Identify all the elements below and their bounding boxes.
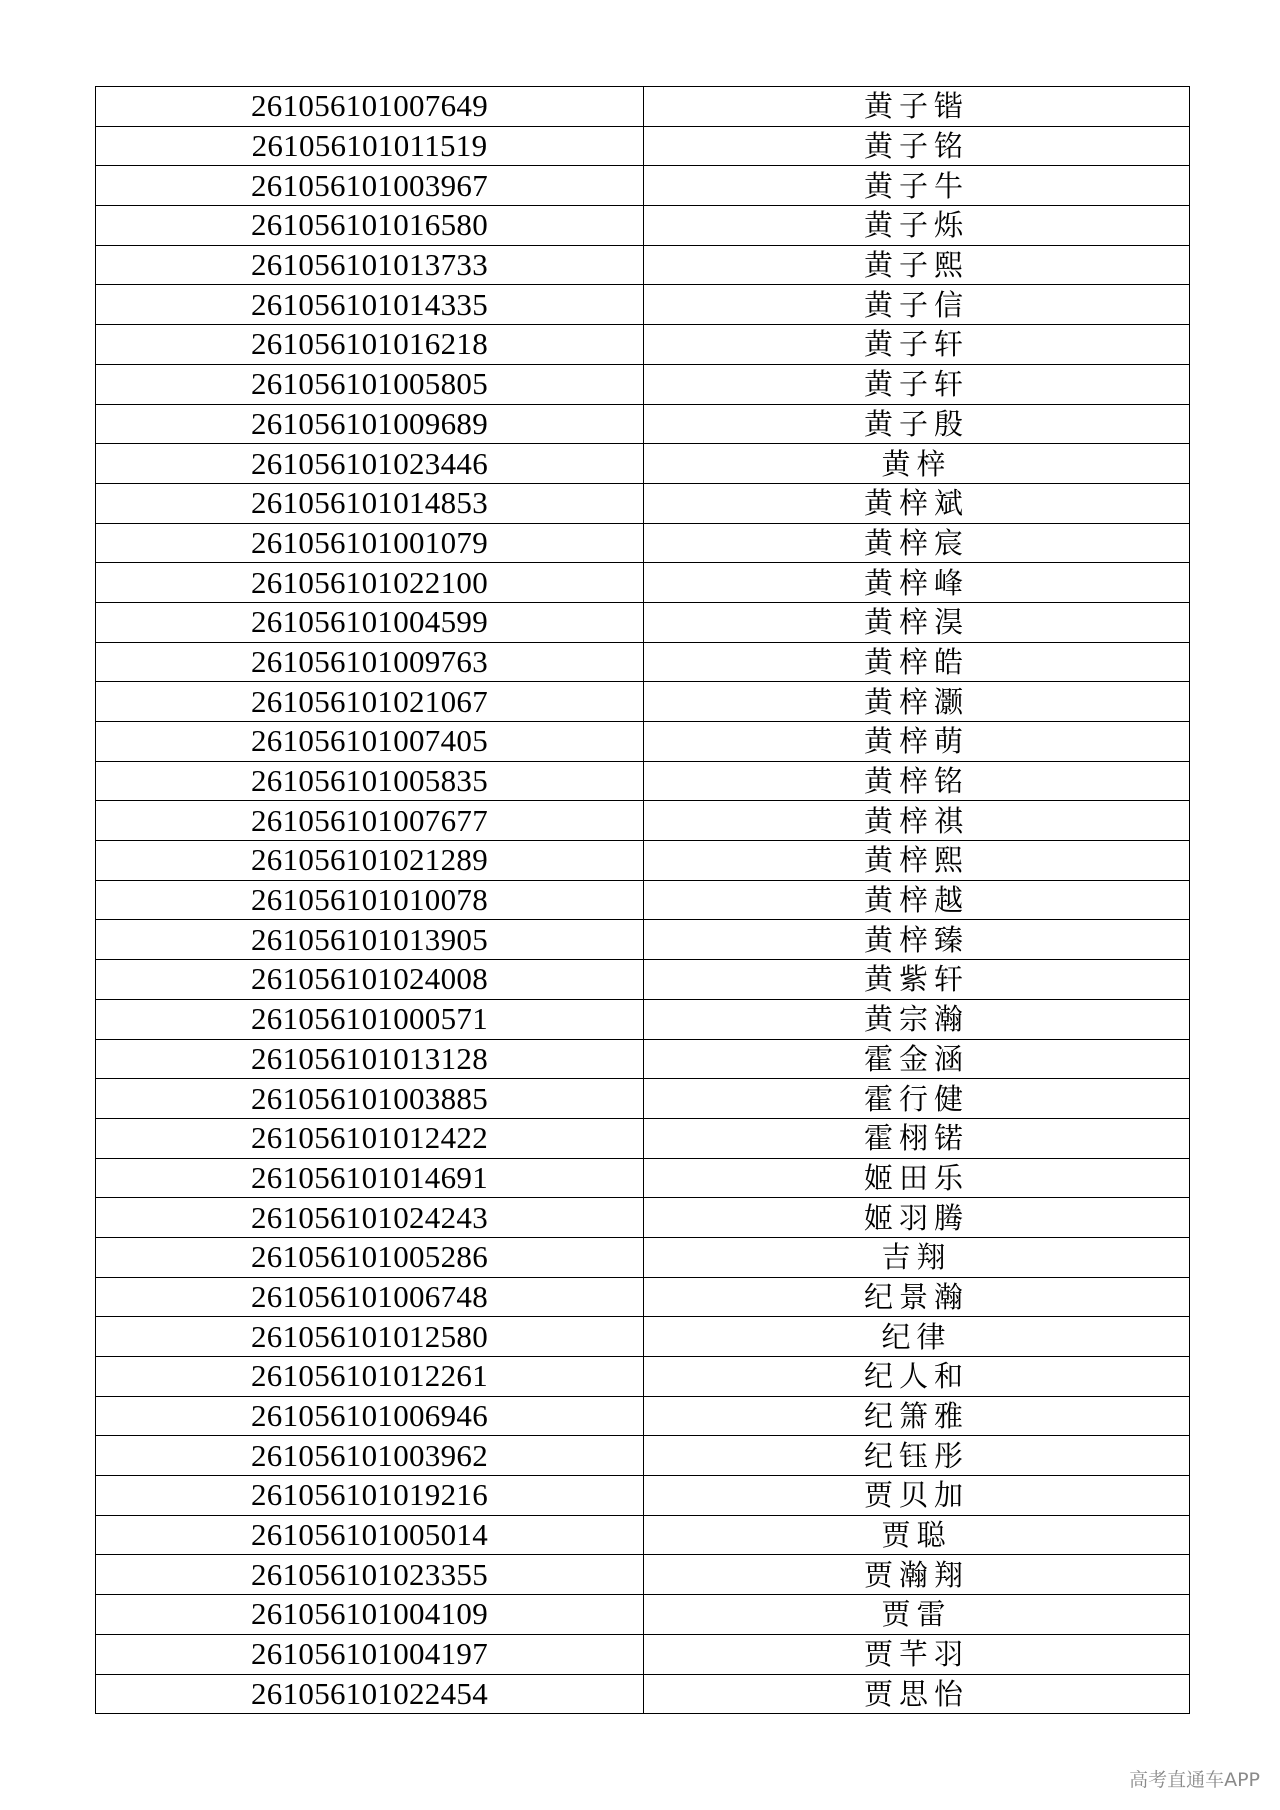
table-row <box>96 166 1190 206</box>
candidate-name-cell: 贾思怡 <box>644 1674 1190 1714</box>
candidate-id-cell: 261056101004109 <box>96 1595 644 1635</box>
candidate-id-cell: 261056101005286 <box>96 1237 644 1277</box>
table-row <box>96 880 1190 920</box>
candidate-id-cell: 261056101013733 <box>96 245 644 285</box>
candidate-id-cell: 261056101003962 <box>96 1436 644 1476</box>
table-row <box>96 285 1190 325</box>
candidate-id-cell: 261056101016218 <box>96 325 644 365</box>
candidate-id-cell: 261056101013128 <box>96 1039 644 1079</box>
candidate-name-cell: 贾聪 <box>644 1515 1190 1555</box>
candidate-id-cell: 261056101014335 <box>96 285 644 325</box>
candidate-id-cell: 261056101005835 <box>96 761 644 801</box>
table-row <box>96 206 1190 246</box>
table-row <box>96 523 1190 563</box>
candidate-id-cell: 261056101019216 <box>96 1476 644 1516</box>
table-row <box>96 960 1190 1000</box>
candidate-id-cell: 261056101012261 <box>96 1357 644 1397</box>
candidate-id-cell: 261056101023355 <box>96 1555 644 1595</box>
candidate-name-cell: 黄梓铭 <box>644 761 1190 801</box>
candidate-name-cell: 姬田乐 <box>644 1158 1190 1198</box>
candidate-name-cell: 黄梓熙 <box>644 841 1190 881</box>
candidate-name-cell: 黄子牛 <box>644 166 1190 206</box>
candidate-id-cell: 261056101007405 <box>96 722 644 762</box>
candidate-name-cell: 贾雷 <box>644 1595 1190 1635</box>
candidate-id-cell: 261056101003885 <box>96 1079 644 1119</box>
results-table <box>95 86 1190 1714</box>
candidate-id-cell: 261056101023446 <box>96 444 644 484</box>
table-row <box>96 1237 1190 1277</box>
candidate-name-cell: 黄梓灏 <box>644 682 1190 722</box>
table-row <box>96 364 1190 404</box>
candidate-id-cell: 261056101014853 <box>96 483 644 523</box>
table-row <box>96 1357 1190 1397</box>
candidate-id-cell: 261056101006748 <box>96 1277 644 1317</box>
table-row <box>96 1634 1190 1674</box>
candidate-name-cell: 贾瀚翔 <box>644 1555 1190 1595</box>
candidate-name-cell: 黄梓祺 <box>644 801 1190 841</box>
table-row <box>96 1595 1190 1635</box>
candidate-name-cell: 纪人和 <box>644 1357 1190 1397</box>
candidate-name-cell: 黄子殷 <box>644 404 1190 444</box>
candidate-id-cell: 261056101012580 <box>96 1317 644 1357</box>
table-row <box>96 1674 1190 1714</box>
candidate-name-cell: 黄宗瀚 <box>644 999 1190 1039</box>
candidate-id-cell: 261056101021067 <box>96 682 644 722</box>
table-row <box>96 642 1190 682</box>
candidate-name-cell: 纪钰彤 <box>644 1436 1190 1476</box>
candidate-id-cell: 261056101004599 <box>96 602 644 642</box>
table-row <box>96 841 1190 881</box>
candidate-name-cell: 黄子轩 <box>644 325 1190 365</box>
candidate-id-cell: 261056101022454 <box>96 1674 644 1714</box>
table-row <box>96 245 1190 285</box>
table-row <box>96 563 1190 603</box>
table-row <box>96 87 1190 127</box>
candidate-name-cell: 贾贝加 <box>644 1476 1190 1516</box>
candidate-id-cell: 261056101016580 <box>96 206 644 246</box>
candidate-name-cell: 贾芊羽 <box>644 1634 1190 1674</box>
table-row <box>96 722 1190 762</box>
candidate-name-cell: 黄梓越 <box>644 880 1190 920</box>
candidate-id-cell: 261056101001079 <box>96 523 644 563</box>
candidate-name-cell: 姬羽腾 <box>644 1198 1190 1238</box>
candidate-id-cell: 261056101014691 <box>96 1158 644 1198</box>
candidate-name-cell: 黄梓皓 <box>644 642 1190 682</box>
table-row <box>96 602 1190 642</box>
table-row <box>96 1515 1190 1555</box>
table-body <box>96 87 1190 1714</box>
candidate-name-cell: 黄梓斌 <box>644 483 1190 523</box>
table-row <box>96 1436 1190 1476</box>
candidate-name-cell: 黄子轩 <box>644 364 1190 404</box>
candidate-name-cell: 纪律 <box>644 1317 1190 1357</box>
candidate-id-cell: 261056101022100 <box>96 563 644 603</box>
candidate-id-cell: 261056101013905 <box>96 920 644 960</box>
candidate-id-cell: 261056101005805 <box>96 364 644 404</box>
table-row <box>96 1118 1190 1158</box>
candidate-name-cell: 黄紫轩 <box>644 960 1190 1000</box>
table-row <box>96 1317 1190 1357</box>
table-row <box>96 1476 1190 1516</box>
candidate-id-cell: 261056101010078 <box>96 880 644 920</box>
table-row <box>96 483 1190 523</box>
table-row <box>96 404 1190 444</box>
table-row <box>96 1158 1190 1198</box>
candidate-name-cell: 黄梓萌 <box>644 722 1190 762</box>
candidate-name-cell: 黄子熙 <box>644 245 1190 285</box>
table-row <box>96 325 1190 365</box>
table-row <box>96 999 1190 1039</box>
table-row <box>96 682 1190 722</box>
candidate-id-cell: 261056101005014 <box>96 1515 644 1555</box>
table-row <box>96 1079 1190 1119</box>
table-row <box>96 761 1190 801</box>
candidate-name-cell: 黄子信 <box>644 285 1190 325</box>
candidate-id-cell: 261056101012422 <box>96 1118 644 1158</box>
table-row <box>96 1396 1190 1436</box>
candidate-id-cell: 261056101009689 <box>96 404 644 444</box>
candidate-id-cell: 261056101007649 <box>96 87 644 127</box>
candidate-name-cell: 霍栩锘 <box>644 1118 1190 1158</box>
candidate-name-cell: 黄梓宸 <box>644 523 1190 563</box>
candidate-name-cell: 黄子锴 <box>644 87 1190 127</box>
table-row <box>96 801 1190 841</box>
table-row <box>96 1198 1190 1238</box>
candidate-id-cell: 261056101021289 <box>96 841 644 881</box>
candidate-id-cell: 261056101007677 <box>96 801 644 841</box>
candidate-name-cell: 霍金涵 <box>644 1039 1190 1079</box>
table-row <box>96 126 1190 166</box>
candidate-name-cell: 黄子烁 <box>644 206 1190 246</box>
candidate-name-cell: 黄梓峰 <box>644 563 1190 603</box>
candidate-name-cell: 黄梓臻 <box>644 920 1190 960</box>
candidate-name-cell: 黄梓 <box>644 444 1190 484</box>
candidate-id-cell: 261056101024243 <box>96 1198 644 1238</box>
watermark-text: 高考直通车APP <box>1129 1769 1260 1791</box>
table-row <box>96 920 1190 960</box>
table-row <box>96 1555 1190 1595</box>
candidate-id-cell: 261056101003967 <box>96 166 644 206</box>
candidate-name-cell: 黄梓淏 <box>644 602 1190 642</box>
table-row <box>96 1277 1190 1317</box>
candidate-id-cell: 261056101024008 <box>96 960 644 1000</box>
candidate-id-cell: 261056101011519 <box>96 126 644 166</box>
table-row <box>96 444 1190 484</box>
candidate-name-cell: 纪景瀚 <box>644 1277 1190 1317</box>
candidate-name-cell: 黄子铭 <box>644 126 1190 166</box>
candidate-name-cell: 纪箫雅 <box>644 1396 1190 1436</box>
candidate-id-cell: 261056101000571 <box>96 999 644 1039</box>
candidate-id-cell: 261056101006946 <box>96 1396 644 1436</box>
candidate-id-cell: 261056101009763 <box>96 642 644 682</box>
candidate-name-cell: 吉翔 <box>644 1237 1190 1277</box>
candidate-id-cell: 261056101004197 <box>96 1634 644 1674</box>
table-row <box>96 1039 1190 1079</box>
candidate-name-cell: 霍行健 <box>644 1079 1190 1119</box>
